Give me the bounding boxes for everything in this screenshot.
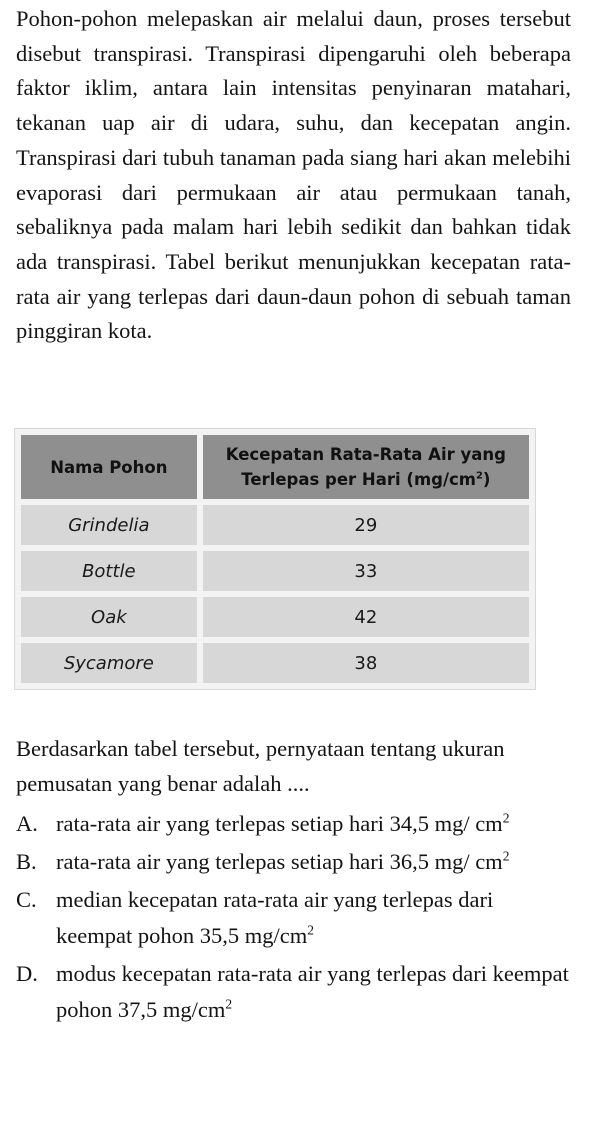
header-tree-name-label: Nama Pohon [50, 457, 168, 477]
table-header-row [21, 435, 529, 499]
table-row [21, 597, 529, 637]
option-text [56, 806, 566, 842]
tree-name-cell: Sycamore [21, 643, 197, 683]
option-d-text: modus kecepatan rata-rata air yang terlepas dari keempat pohon 37,5 mg/cm [56, 961, 569, 1022]
option-text [56, 882, 572, 954]
header-rate-close: ) [482, 470, 491, 489]
tree-transpiration-table [14, 428, 536, 690]
header-tree-name [21, 435, 197, 499]
answer-options [16, 806, 572, 1028]
data-table [15, 429, 535, 689]
option-d-superscript: 2 [225, 996, 233, 1012]
table-row [21, 551, 529, 591]
option-letter: A. [16, 811, 38, 836]
option-c-superscript: 2 [307, 922, 314, 938]
option-a[interactable] [16, 806, 572, 842]
header-rate [203, 435, 529, 499]
option-letter: C. [16, 887, 37, 912]
option-a-superscript: 2 [502, 810, 510, 826]
option-c-text: median kecepatan rata-rata air yang terlepas dari keempat pohon 35,5 mg/cm [56, 887, 494, 948]
option-a-text: rata-rata air yang terlepas setiap hari 34,5 mg/ cm [56, 811, 503, 836]
option-letter: D. [16, 961, 38, 986]
option-letter: B. [16, 849, 37, 874]
table-row [21, 643, 529, 683]
header-rate-line1: Kecepatan Rata-Rata Air yang [225, 445, 506, 464]
header-rate-superscript: 2 [475, 470, 483, 482]
intro-paragraph: Pohon-pohon melepaskan air melalui daun, proses tersebut disebut transpirasi. Transpirasi dipengaruhi oleh beberapa faktor iklim, antara lain intensitas penyinaran matahari, tekanan uap air di udara, suhu, dan kecepatan angin. Transpirasi dari tubuh tanaman pada siang hari akan melebihi evaporasi dari permukaan air atau permukaan tanah, sebaliknya pada malam hari lebih sedikit dan bahkan tidak ada transpirasi. Tabel berikut menunjukkan kecepatan rata-rata air yang terlepas dari daun-daun pohon di sebuah taman pinggiran kota. [16, 6, 571, 344]
option-d[interactable] [16, 956, 572, 1028]
rate-value-cell: 29 [203, 505, 529, 545]
rate-value-cell: 33 [203, 551, 529, 591]
question-stem: Berdasarkan tabel tersebut, pernyataan tentang ukuran pemusatan yang benar adalah .... [16, 736, 505, 796]
option-text [56, 844, 566, 880]
rate-value-cell: 38 [203, 643, 529, 683]
option-b-text: rata-rata air yang terlepas setiap hari 36,5 mg/ cm [56, 849, 503, 874]
option-text [56, 956, 572, 1028]
tree-name-cell: Bottle [21, 551, 197, 591]
table-row [21, 505, 529, 545]
option-b-superscript: 2 [502, 848, 510, 864]
option-c[interactable] [16, 882, 572, 954]
option-b[interactable] [16, 844, 572, 880]
rate-value-cell: 42 [203, 597, 529, 637]
header-rate-line2: Terlepas per Hari (mg/cm [241, 470, 476, 489]
tree-name-cell: Grindelia [21, 505, 197, 545]
tree-name-cell: Oak [21, 597, 197, 637]
